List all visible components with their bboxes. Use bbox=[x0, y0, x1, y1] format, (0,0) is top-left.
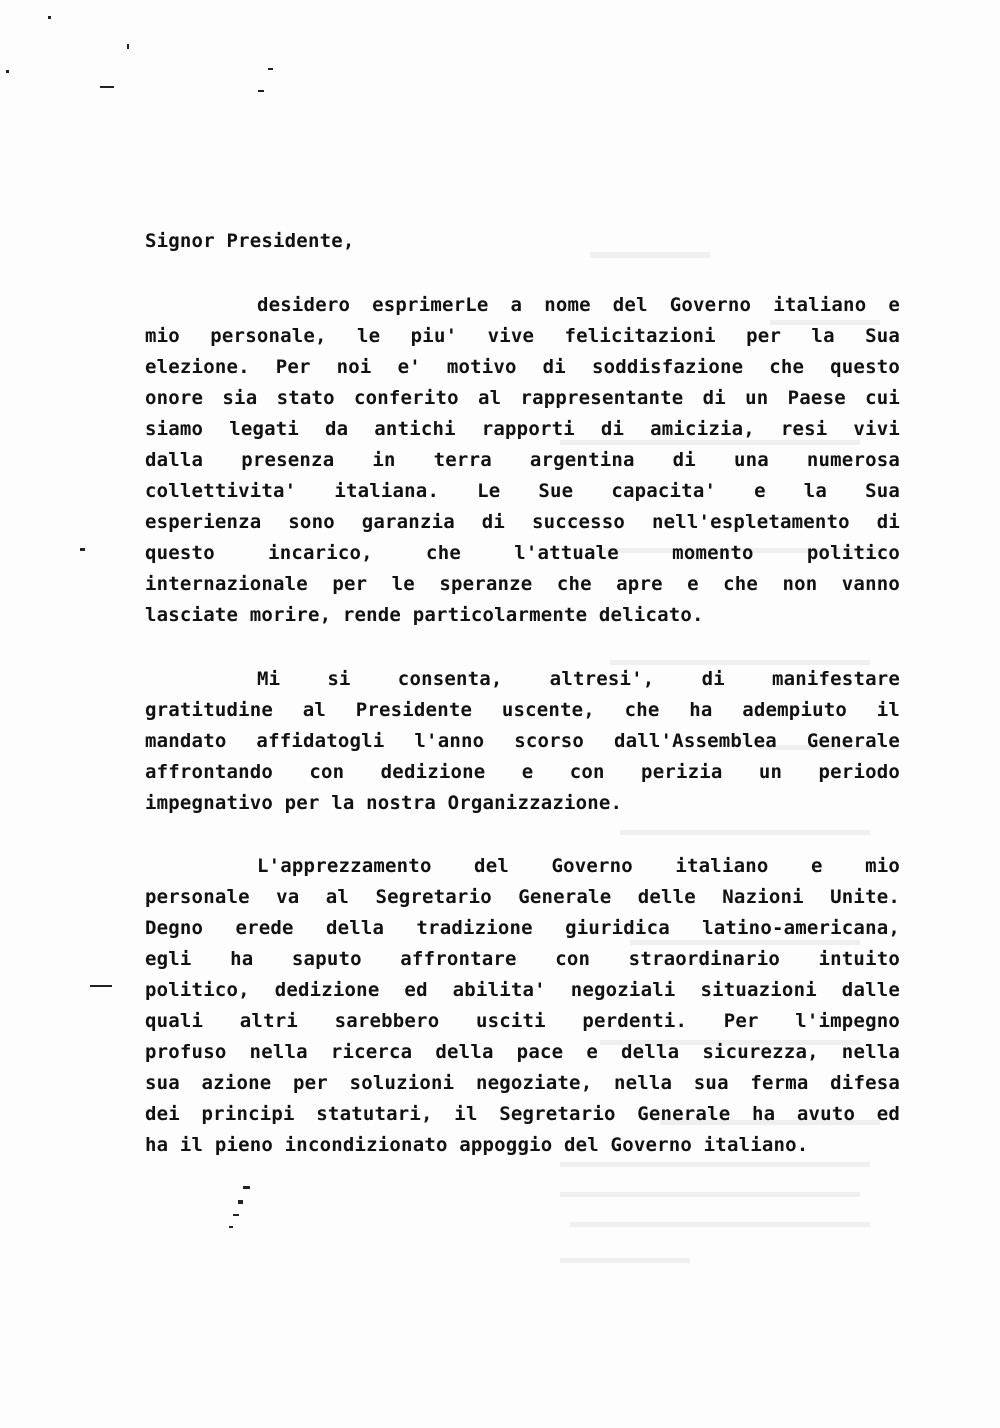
paragraph-line: ha il pieno incondizionato appoggio del Governo italiano. bbox=[145, 1134, 809, 1156]
paragraph-line: politico, dedizione ed abilita' negoziali situazioni dalle bbox=[145, 979, 900, 1001]
paragraph-line: sua azione per soluzioni negoziate, nella sua ferma difesa bbox=[145, 1072, 900, 1094]
paragraph-line: egli ha saputo affrontare con straordinario intuito bbox=[145, 948, 900, 970]
paragraph-line: collettivita' italiana. Le Sue capacita' e la Sua bbox=[145, 480, 900, 502]
paragraph-line: questo incarico, che l'attuale momento politico bbox=[145, 542, 900, 564]
scan-speck bbox=[229, 1226, 233, 1228]
scan-speck bbox=[100, 86, 114, 88]
paragraph-line: mandato affidatogli l'anno scorso dall'Assemblea Generale bbox=[145, 730, 900, 752]
paragraph-2 bbox=[145, 664, 900, 819]
paragraph-1 bbox=[145, 290, 900, 631]
paragraph-line: onore sia stato conferito al rappresentante di un Paese cui bbox=[145, 387, 900, 409]
paragraph-line: Mi si consenta, altresi', di manifestare bbox=[257, 668, 900, 690]
salutation-text: Signor Presidente, bbox=[145, 230, 355, 252]
paragraph-line: profuso nella ricerca della pace e della sicurezza, nella bbox=[145, 1041, 900, 1063]
scan-speck bbox=[127, 44, 129, 49]
paragraph-line: internazionale per le speranze che apre e che non vanno bbox=[145, 573, 900, 595]
paragraph-line: quali altri sarebbero usciti perdenti. Per l'impegno bbox=[145, 1010, 900, 1032]
scan-speck bbox=[233, 1214, 239, 1216]
paragraph-line: gratitudine al Presidente uscente, che ha adempiuto il bbox=[145, 699, 900, 721]
scan-speck bbox=[80, 548, 85, 551]
scan-speck bbox=[90, 985, 112, 987]
scan-speck bbox=[238, 1200, 243, 1204]
paragraph-line: siamo legati da antichi rapporti di amicizia, resi vivi bbox=[145, 418, 900, 440]
paragraph-line: L'apprezzamento del Governo italiano e mio bbox=[257, 855, 900, 877]
paragraph-line: dei principi statutari, il Segretario Generale ha avuto ed bbox=[145, 1103, 900, 1125]
scan-speck bbox=[48, 16, 51, 19]
paragraph-line: mio personale, le piu' vive felicitazioni per la Sua bbox=[145, 325, 900, 347]
paragraph-line: Degno erede della tradizione giuridica latino-americana, bbox=[145, 917, 900, 939]
paragraph-3 bbox=[145, 851, 900, 1161]
paragraph-line: personale va al Segretario Generale delle Nazioni Unite. bbox=[145, 886, 900, 908]
paragraph-line: elezione. Per noi e' motivo di soddisfazione che questo bbox=[145, 356, 900, 378]
paragraph-line: affrontando con dedizione e con perizia un periodo bbox=[145, 761, 900, 783]
scan-speck bbox=[6, 70, 9, 73]
scan-speck bbox=[268, 68, 273, 70]
paragraph-line: impegnativo per la nostra Organizzazione. bbox=[145, 792, 623, 814]
paragraph-line: desidero esprimerLe a nome del Governo italiano e bbox=[257, 294, 900, 316]
paragraph-line: lasciate morire, rende particolarmente delicato. bbox=[145, 604, 704, 626]
scan-speck bbox=[258, 90, 264, 92]
paragraph-line: dalla presenza in terra argentina di una numerosa bbox=[145, 449, 900, 471]
scan-speck bbox=[243, 1186, 250, 1189]
paragraph-line: esperienza sono garanzia di successo nell'espletamento di bbox=[145, 511, 900, 533]
salutation bbox=[145, 226, 900, 257]
